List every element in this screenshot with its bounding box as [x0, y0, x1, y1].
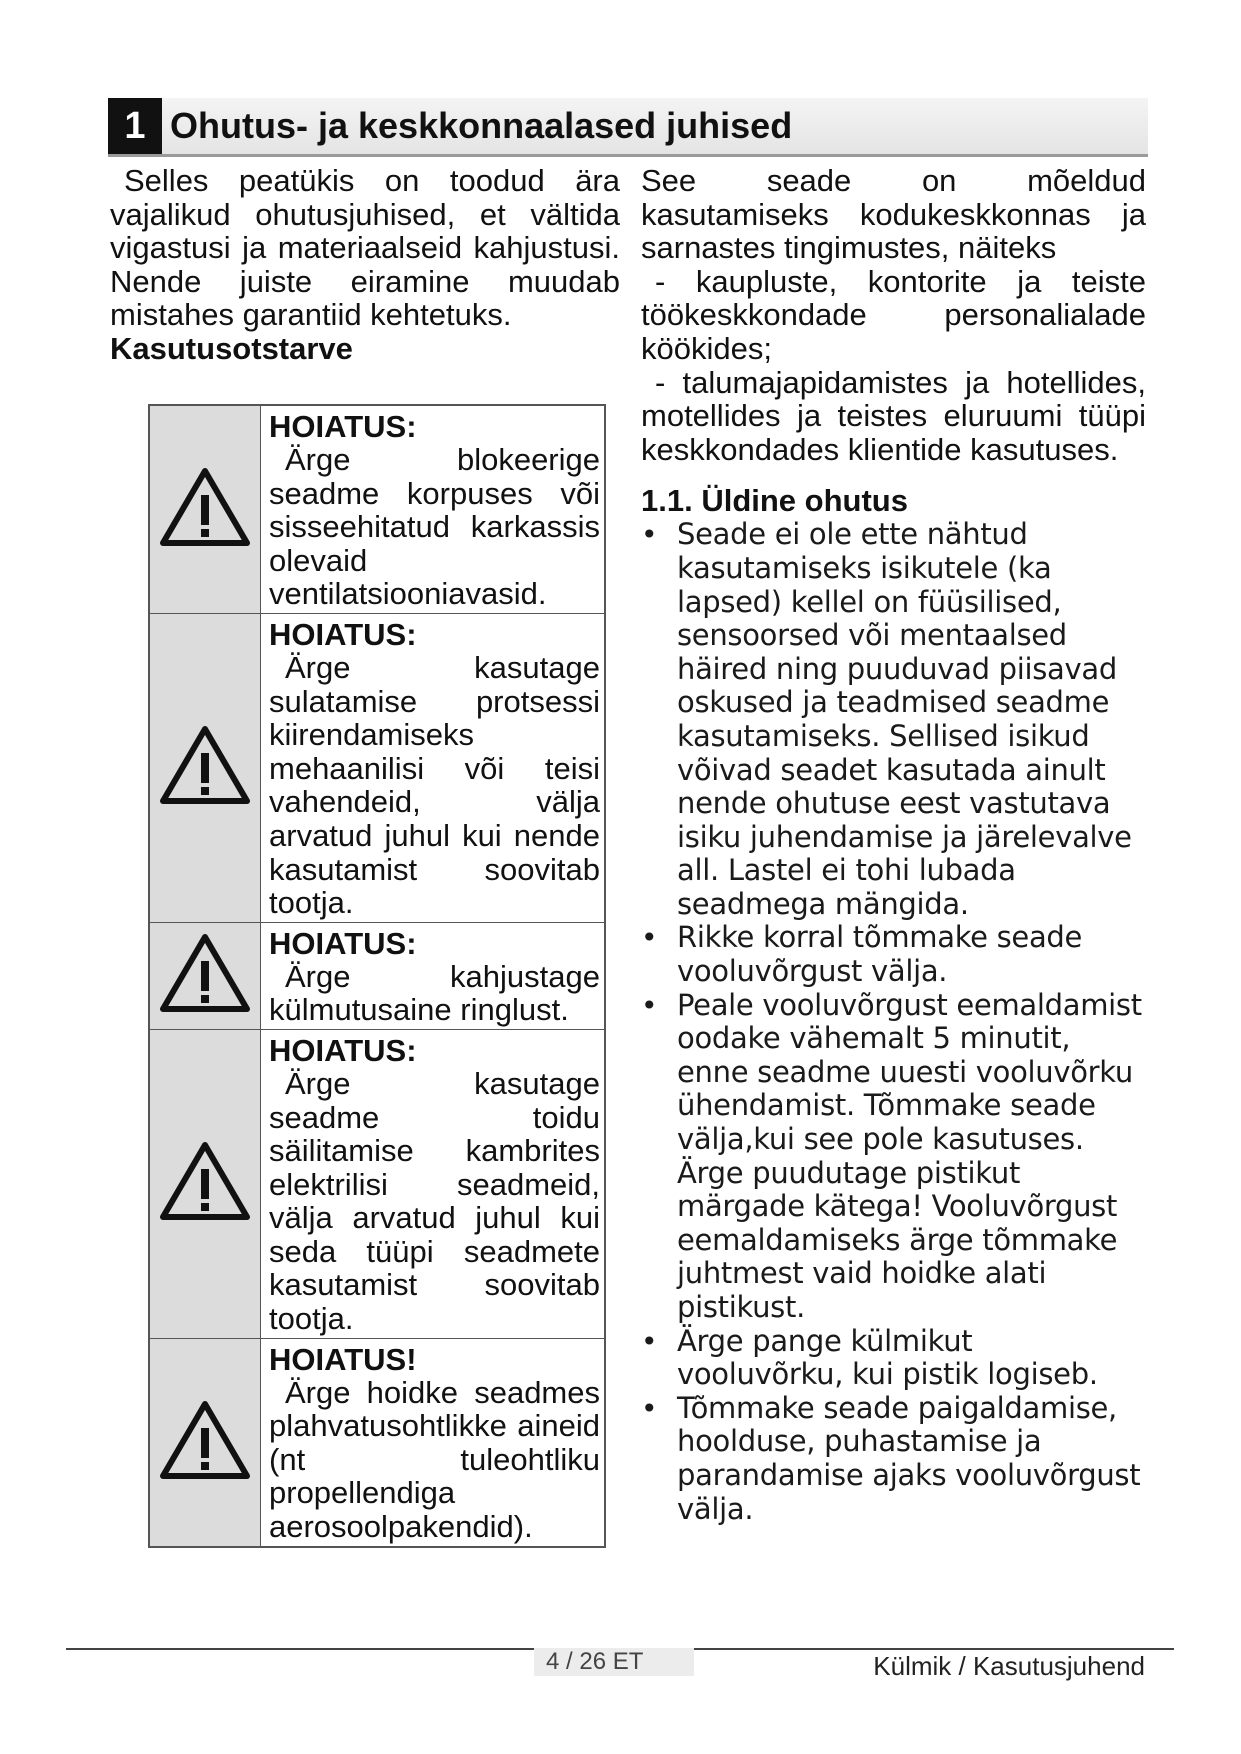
safety-bullet-list: [641, 518, 1146, 1526]
chapter-number: 1: [108, 98, 162, 154]
warning-title: HOIATUS:: [269, 925, 417, 961]
section-title: 1.1. Üldine ohutus: [641, 483, 908, 519]
usage-item-1: - kaupluste, kontorite ja teiste töökeskkondade personalialade köökides;: [641, 263, 1146, 366]
usage-intro: See seade on mõeldud kasutamiseks kodukeskkonnas ja sarnastes tingimustes, näiteks: [641, 163, 1146, 266]
warning-icon-cell: [149, 613, 261, 922]
chapter-title: Ohutus- ja keskkonnaalased juhised: [170, 105, 793, 146]
usage-subheading: Kasutusotstarve: [110, 330, 353, 366]
warning-text: Ärge hoidke seadmes plahvatusohtlikke aineid (nt tuleohtliku propellendiga aerosoolpakendid).: [269, 1374, 600, 1545]
warning-row: [149, 405, 605, 613]
usage-item-2: - talumajapidamistes ja hotellides, motellides ja teistes eluruumi tüüpi keskkondades klientide kasutuses.: [641, 364, 1146, 467]
warning-icon-cell: [149, 1029, 261, 1338]
list-item: • Tõmmake seade paigaldamise, hoolduse, puhastamise ja parandamise ajaks vooluvõrgust välja.: [641, 1392, 1146, 1526]
document-title: Külmik / Kasutusjuhend: [873, 1651, 1145, 1681]
warning-row: [149, 613, 605, 922]
list-item: • Ärge pange külmikut vooluvõrku, kui pistik logiseb.: [641, 1325, 1146, 1392]
warning-row: [149, 1338, 605, 1546]
warning-text: Ärge blokeerige seadme korpuses või sisseehitatud karkassis olevaid ventilatsiooniavasid.: [269, 442, 600, 612]
warning-icon-cell: [149, 405, 261, 613]
warning-text: Ärge kasutage sulatamise protsessi kiirendamiseks mehaanilisi või teisi vahendeid, välja arvatud juhul kui nende kasutamist soovitab tootja.: [269, 649, 600, 921]
right-column: [641, 164, 1146, 1526]
warning-text: Ärge kahjustage külmutusaine ringlust.: [269, 958, 600, 1028]
warning-text-cell: [261, 613, 606, 922]
page-number: 4 / 26 ET: [534, 1648, 694, 1676]
warning-text-cell: [261, 405, 606, 613]
warning-text-cell: [261, 922, 606, 1029]
warning-icon-cell: [149, 922, 261, 1029]
warning-text: Ärge kasutage seadme toidu säilitamise kambrites elektrilisi seadmeid, välja arvatud juhul kui seda tüüpi seadmete kasutamist soovitab tootja.: [269, 1065, 600, 1337]
list-item: • Seade ei ole ette nähtud kasutamiseks isikutele (ka lapsed) kellel on füüsilised, sensoorsed või mentaalsed häired ning puuduvad piisavad oskused ja teadmised seadme kasutamiseks. Sellised isikud võivad seadet kasutada ainult nende ohutuse eest vastutava isiku juhendamise ja järelevalve all. Lastel ei tohi lubada seadmega mängida.: [641, 518, 1146, 921]
warning-triangle-icon: [158, 465, 252, 549]
warning-row: [149, 922, 605, 1029]
warning-title: HOIATUS:: [269, 409, 417, 444]
warning-triangle-icon: [158, 1139, 252, 1223]
left-column: [110, 164, 620, 366]
warning-text-cell: [261, 1338, 606, 1546]
intro-paragraph: Selles peatükis on toodud ära vajalikud ohutusjuhised, et vältida vigastusi ja materiaalseid kahjustusi. Nende juiste eiramine muudab mistahes garantiid kehtetuks.: [110, 163, 620, 333]
warning-title: HOIATUS:: [269, 616, 417, 652]
warning-title: HOIATUS:: [269, 1032, 417, 1068]
warning-triangle-icon: [158, 723, 252, 807]
chapter-header: [108, 98, 1148, 157]
warning-title: HOIATUS!: [269, 1341, 417, 1377]
warning-row: [149, 1029, 605, 1338]
warning-icon-cell: [149, 1338, 261, 1546]
list-item: • Rikke korral tõmmake seade vooluvõrgust välja.: [641, 921, 1146, 988]
list-item: • Peale vooluvõrgust eemaldamist oodake vähemalt 5 minutit, enne seadme uuesti vooluvõrku ühendamist. Tõmmake seade välja,kui see pole kasutuses. Ärge puudutage pistikut märgade kätega! Vooluvõrgust eemaldamiseks ärge tõmmake juhtmest vaid hoidke alati pistikust.: [641, 989, 1146, 1325]
warning-triangle-icon: [158, 931, 252, 1015]
warnings-table: [148, 404, 606, 1548]
warning-triangle-icon: [158, 1398, 252, 1482]
warning-text-cell: [261, 1029, 606, 1338]
